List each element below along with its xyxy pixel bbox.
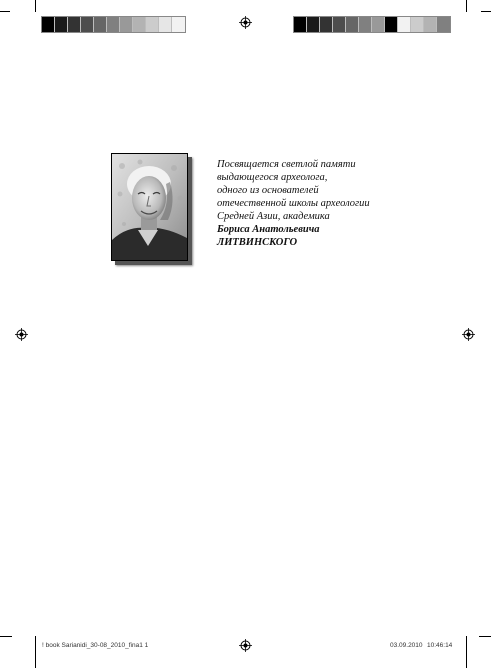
gray-swatch [333, 17, 346, 32]
dedication-line: выдающегося археолога, [217, 172, 328, 183]
crop-mark-bottom-right [466, 636, 467, 668]
gray-swatch [411, 17, 424, 32]
gray-swatch [398, 17, 411, 32]
crop-mark-top-right-h [481, 11, 491, 12]
gray-swatch [307, 17, 320, 32]
footer-date: 03.09.2010 [390, 642, 423, 649]
gray-swatch [42, 17, 55, 32]
crop-mark-top-left-h [0, 11, 10, 12]
footer-time: 10:46:14 [427, 642, 453, 649]
gray-swatch [294, 17, 307, 32]
gray-swatch [385, 17, 398, 32]
crop-mark-bottom-right-h [479, 636, 491, 637]
dedication-line: Средней Азии, академика [217, 211, 330, 222]
registration-mark-icon [239, 16, 252, 29]
crop-mark-top-right [466, 0, 467, 12]
gray-swatch [320, 17, 333, 32]
crop-mark-top-left [35, 0, 36, 12]
gray-swatch [372, 17, 385, 32]
gray-swatch [133, 17, 146, 32]
crop-mark-bottom-left [35, 636, 36, 668]
honoree-name: Бориса Анатольевича [217, 224, 320, 235]
gray-swatch [107, 17, 120, 32]
gray-swatch [424, 17, 437, 32]
gray-scale-bar-right [293, 16, 451, 33]
gray-swatch [94, 17, 107, 32]
crop-mark-bottom-left-h [0, 636, 12, 637]
registration-mark-icon [15, 328, 28, 341]
gray-swatch [359, 17, 372, 32]
gray-swatch [437, 17, 450, 32]
gray-swatch [81, 17, 94, 32]
registration-mark-icon [462, 328, 475, 341]
gray-swatch [146, 17, 159, 32]
dedication-line: одного из основателей [217, 185, 319, 196]
gray-swatch [159, 17, 172, 32]
gray-swatch [55, 17, 68, 32]
gray-scale-bar-left [41, 16, 186, 33]
footer-file-info: ! book Sarianidi_30-08_2010_fina1 1 [42, 642, 149, 649]
gray-swatch [346, 17, 359, 32]
gray-swatch [172, 17, 185, 32]
dedication-line: отечественной школы археологии [217, 198, 370, 209]
honoree-surname: ЛИТВИНСКОГО [217, 237, 298, 248]
gray-swatch [68, 17, 81, 32]
gray-swatch [120, 17, 133, 32]
portrait-photo [111, 153, 188, 261]
registration-mark-icon [239, 639, 252, 652]
dedication-text [217, 158, 447, 249]
dedication-line: Посвящается светлой памяти [217, 159, 356, 170]
